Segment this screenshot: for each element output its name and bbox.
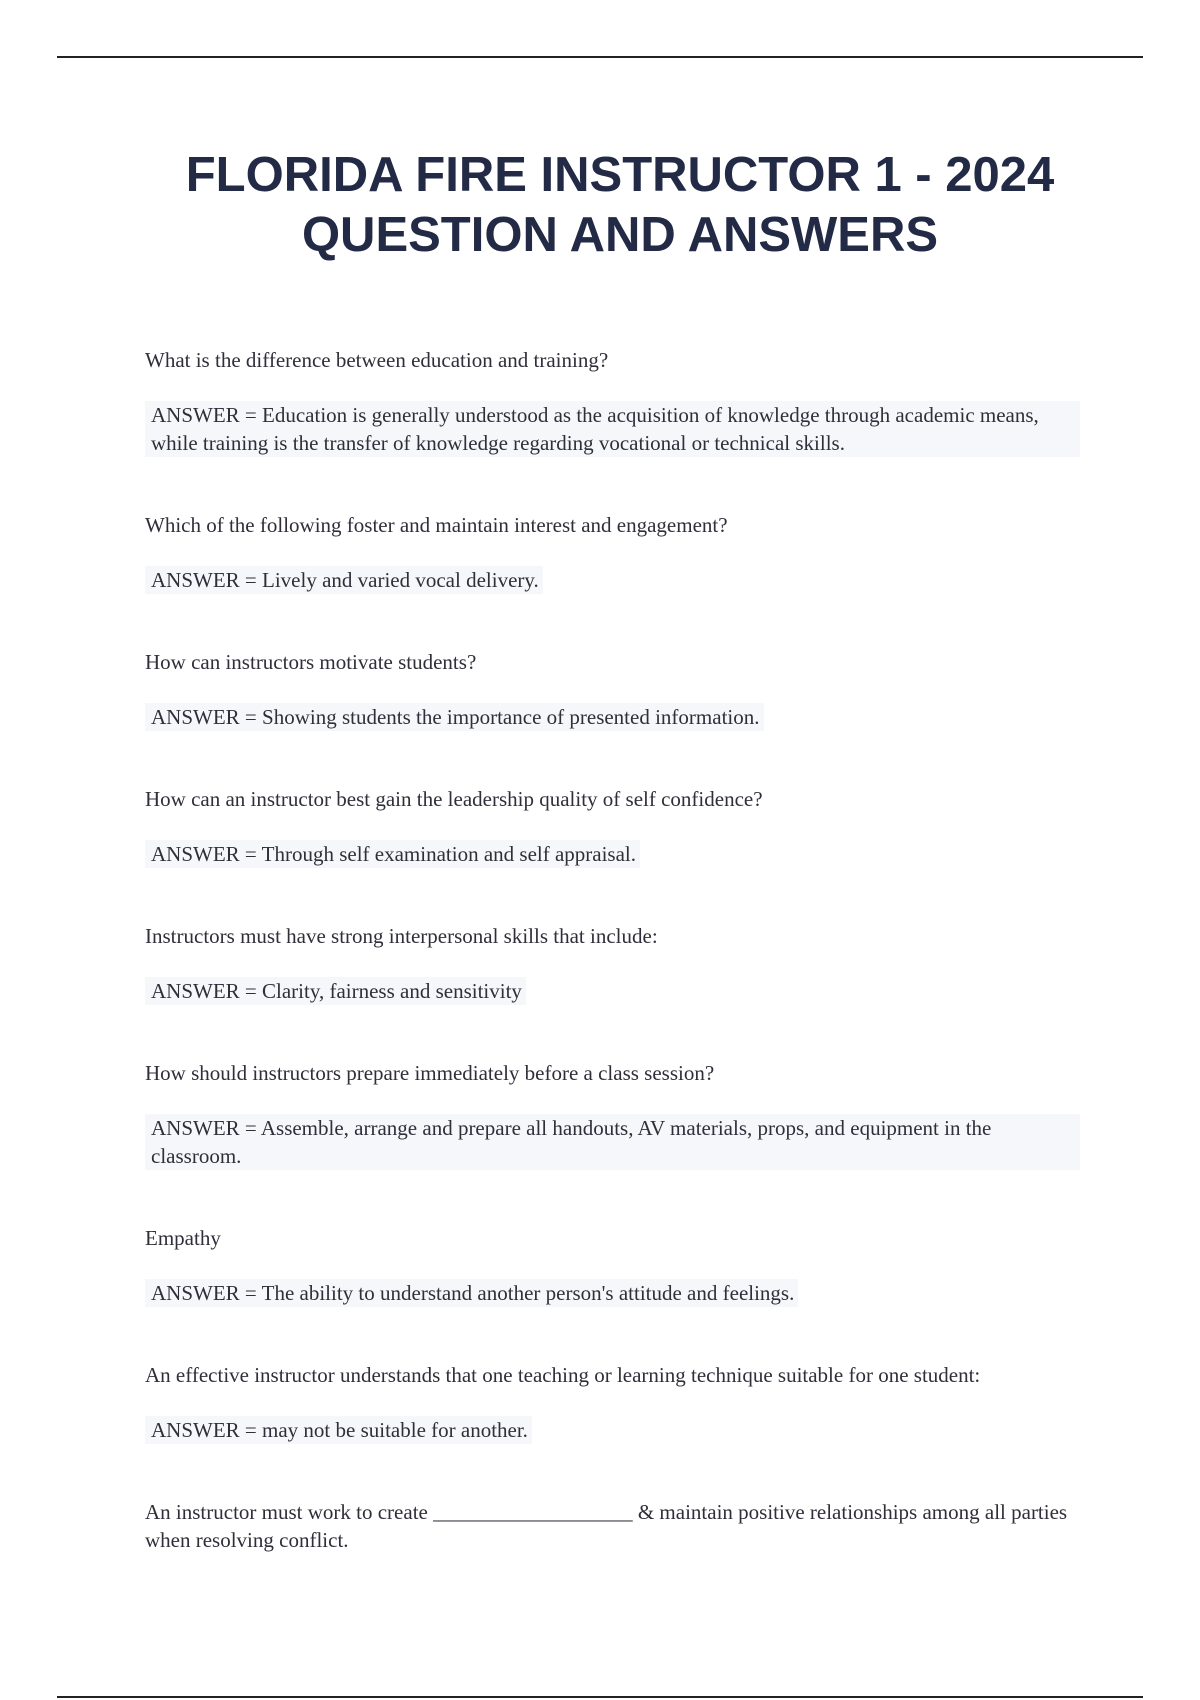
top-rule	[57, 56, 1143, 58]
answer-text: ANSWER = Lively and varied vocal delivery.	[145, 566, 543, 594]
answer-text: ANSWER = Clarity, fairness and sensitivity	[145, 977, 526, 1005]
answer-text: ANSWER = Assemble, arrange and prepare all handouts, AV materials, props, and equipment in the classroom.	[145, 1114, 1080, 1170]
answer-text: ANSWER = Education is generally understood as the acquisition of knowledge through academic means, while training is the transfer of knowledge regarding vocational or technical skills.	[145, 401, 1080, 457]
trailing-question-text: An instructor must work to create ___________________ & maintain positive relationships among all parties when resolving conflict.	[145, 1500, 1068, 1552]
answer-text: ANSWER = The ability to understand another person's attitude and feelings.	[145, 1279, 798, 1307]
title-line-2: QUESTION AND ANSWERS	[301, 208, 939, 262]
question-text: How can instructors motivate students?	[145, 650, 477, 674]
question-text: An effective instructor understands that one teaching or learning technique suitable for one student:	[145, 1363, 981, 1387]
question-text: What is the difference between education and training?	[145, 348, 609, 372]
title-line-1: FLORIDA FIRE INSTRUCTOR 1 - 2024	[185, 148, 1055, 202]
question-text: Which of the following foster and maintain interest and engagement?	[145, 513, 728, 537]
bottom-rule	[57, 1696, 1143, 1698]
answer-text: ANSWER = may not be suitable for another.	[145, 1416, 532, 1444]
answer-text: ANSWER = Showing students the importance of presented information.	[145, 703, 764, 731]
question-text: How can an instructor best gain the leadership quality of self confidence?	[145, 787, 763, 811]
question-text: Instructors must have strong interpersonal skills that include:	[145, 924, 658, 948]
answer-text: ANSWER = Through self examination and self appraisal.	[145, 840, 640, 868]
question-text: Empathy	[145, 1226, 221, 1250]
document-title	[100, 145, 1140, 265]
qa-list	[145, 346, 1080, 1581]
question-text: How should instructors prepare immediately before a class session?	[145, 1061, 715, 1085]
